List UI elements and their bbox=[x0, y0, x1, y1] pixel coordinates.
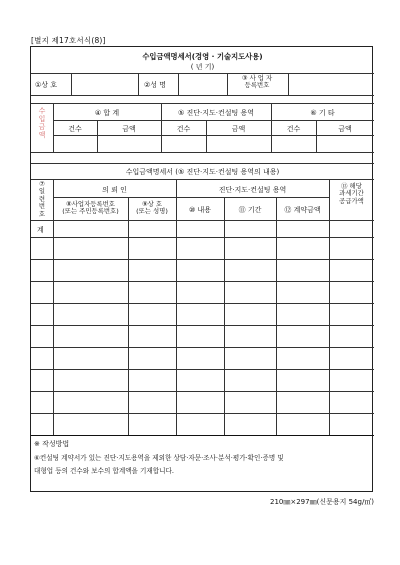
paper-size-footnote: 210㎜×297㎜(신문용지 54g/㎡) bbox=[270, 498, 375, 506]
form-sheet bbox=[30, 46, 373, 492]
total-header: ④ 합 계 bbox=[94, 109, 120, 117]
contract-header: ⑫ 계약금액 bbox=[284, 206, 321, 214]
count-header: 건수 bbox=[176, 125, 191, 133]
content-header: ⑩ 내용 bbox=[188, 206, 212, 214]
trade-name-label: ①상 호 bbox=[35, 81, 58, 89]
notes-heading: ※ 작성방법 bbox=[34, 440, 70, 448]
supply-header: ⑬ 해당 과세기간 공급가액 bbox=[339, 182, 364, 205]
details-title: 수입금액명세서 (⑤ 진단·지도·컨설팅 용역의 내용) bbox=[125, 168, 280, 176]
amount-header: 금액 bbox=[231, 125, 246, 133]
other-header: ⑥ 기 타 bbox=[310, 109, 335, 117]
count-header: 건수 bbox=[286, 125, 301, 133]
tax-period: ( 년 기) bbox=[190, 63, 215, 71]
bizno-label: ③ 사 업 자 등록번호 bbox=[241, 74, 273, 90]
amount-header: 금액 bbox=[338, 125, 352, 133]
form-label: [별지 제17호서식(8)] bbox=[31, 36, 106, 45]
count-header: 건수 bbox=[68, 125, 82, 133]
client-header: 의 뢰 인 bbox=[102, 186, 127, 194]
client-name-header: ⑨상 호 (또는 성명) bbox=[136, 200, 168, 216]
total-row-label: 계 bbox=[37, 226, 44, 234]
amount-header: 금액 bbox=[122, 125, 136, 133]
name-label: ②성 명 bbox=[144, 81, 167, 89]
period-header: ⑪ 기간 bbox=[238, 206, 262, 214]
consulting-header: ⑤ 진단·지도·컨설팅 용역 bbox=[177, 109, 255, 117]
client-id-header: ⑧사업자등록번호 (또는 주민등록번호) bbox=[62, 200, 119, 216]
form-title: 수입금액명세서(경영 · 기술지도사용) bbox=[142, 52, 263, 61]
notes-line-2: 대형업 등의 건수와 보수의 합계액을 기재합니다. bbox=[34, 467, 174, 475]
service-header: 진단·지도·컨설팅 용역 bbox=[218, 186, 287, 194]
notes-line-1: ⑥컨설팅 계약서가 있는 진단·지도용역을 제외한 상담·자문·조사·분석·평가·확인·증명 및 bbox=[34, 454, 284, 462]
serial-label: ⑦ 일 련 번 호 bbox=[38, 180, 46, 218]
income-side-label: 수 입 금 액 bbox=[38, 107, 46, 139]
